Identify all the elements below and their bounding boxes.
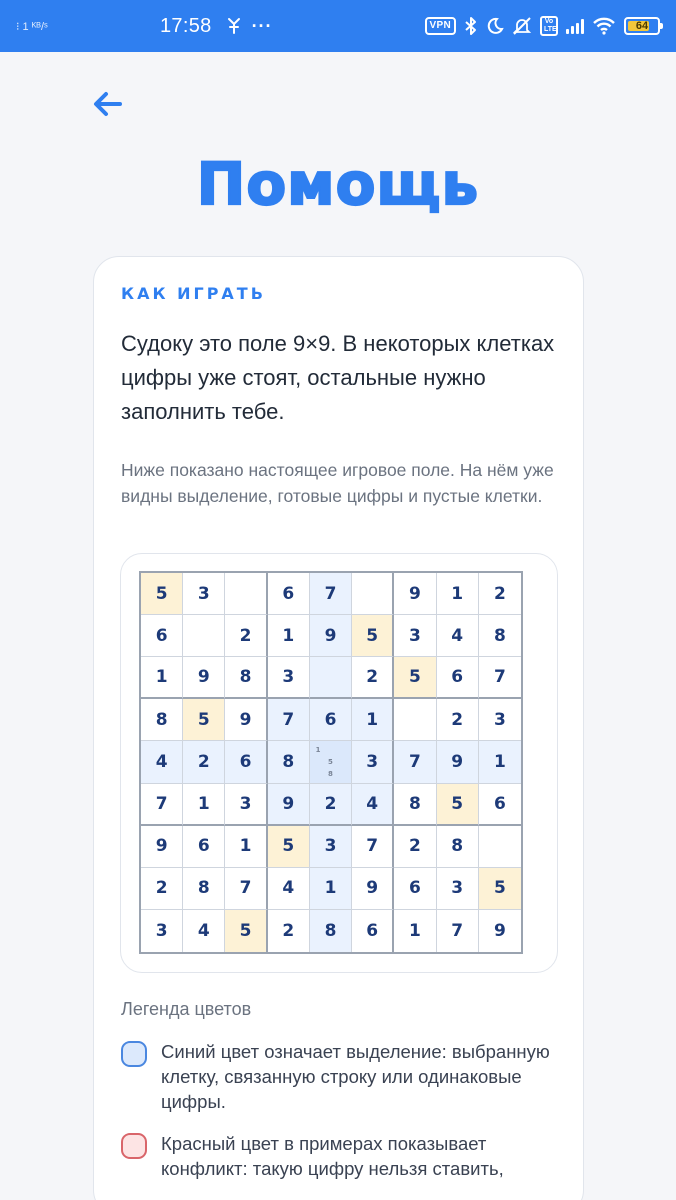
cell-digit: 8 xyxy=(155,709,168,730)
sudoku-cell[interactable] xyxy=(437,615,479,657)
arrow-left-icon xyxy=(93,91,123,117)
sudoku-cell[interactable] xyxy=(479,868,521,910)
cell-digit: 2 xyxy=(239,625,252,646)
cell-digit: 5 xyxy=(155,583,168,604)
sudoku-cell[interactable] xyxy=(141,657,183,699)
status-bar xyxy=(0,0,676,52)
sudoku-cell[interactable] xyxy=(225,657,267,699)
cell-digit: 5 xyxy=(451,793,464,814)
cell-digit: 7 xyxy=(155,793,168,814)
sudoku-cell[interactable] xyxy=(352,784,394,826)
sudoku-cell[interactable] xyxy=(268,657,310,699)
app-notification-icon xyxy=(226,17,242,35)
sudoku-cell[interactable] xyxy=(183,784,225,826)
cell-digit: 3 xyxy=(282,667,295,688)
sudoku-cell[interactable] xyxy=(310,910,352,952)
sudoku-cell[interactable] xyxy=(183,657,225,699)
cell-digit: 7 xyxy=(282,709,295,730)
cell-digit: 6 xyxy=(239,751,252,772)
sudoku-cell[interactable] xyxy=(268,910,310,952)
battery-level: 64 xyxy=(635,20,649,32)
cell-digit: 9 xyxy=(155,836,168,857)
sudoku-cell[interactable] xyxy=(141,784,183,826)
more-notifications-icon: ··· xyxy=(251,15,273,36)
sudoku-cell[interactable] xyxy=(437,573,479,615)
cell-digit: 6 xyxy=(366,920,379,941)
cell-digit: 8 xyxy=(451,836,464,857)
cell-digit: 6 xyxy=(155,625,168,646)
signal-icon xyxy=(566,18,584,34)
cell-digit: 3 xyxy=(493,709,506,730)
sudoku-cell[interactable] xyxy=(225,784,267,826)
sudoku-cell[interactable] xyxy=(268,615,310,657)
sudoku-cell[interactable] xyxy=(352,826,394,868)
sudoku-cell[interactable] xyxy=(352,699,394,741)
cell-digit: 7 xyxy=(451,920,464,941)
sudoku-cell[interactable] xyxy=(394,657,436,699)
cell-digit: 2 xyxy=(451,709,464,730)
sudoku-cell[interactable] xyxy=(310,699,352,741)
cell-digit: 2 xyxy=(197,751,210,772)
cell-digit: 2 xyxy=(409,836,421,857)
cell-digit: 8 xyxy=(324,920,337,941)
sudoku-cell[interactable] xyxy=(479,657,521,699)
do-not-disturb-moon-icon xyxy=(486,17,504,35)
cell-digit: 5 xyxy=(282,836,295,857)
cell-digit: 4 xyxy=(451,625,464,646)
cell-digit: 7 xyxy=(324,583,337,604)
section-label: КАК ИГРАТЬ xyxy=(121,284,266,303)
cell-digit: 8 xyxy=(409,793,421,814)
cell-digit: 8 xyxy=(197,878,210,899)
cell-digit: 9 xyxy=(493,920,506,941)
sudoku-cell[interactable] xyxy=(268,868,310,910)
cell-digit: 6 xyxy=(282,583,295,604)
sudoku-cell[interactable] xyxy=(225,573,267,615)
cell-digit: 6 xyxy=(409,878,421,899)
sudoku-cell[interactable] xyxy=(310,573,352,615)
sudoku-cell[interactable] xyxy=(141,826,183,868)
cell-digit: 5 xyxy=(197,709,210,730)
cell-digit: 1 xyxy=(155,667,168,688)
cell-digit: 9 xyxy=(409,583,421,604)
cell-digit: 1 xyxy=(409,920,421,941)
legend-text-red: Красный цвет в примерах показывает конфликт: такую цифру нельзя ставить, xyxy=(161,1133,504,1179)
cell-digit: 5 xyxy=(493,878,506,899)
sudoku-cell[interactable] xyxy=(394,910,436,952)
cell-digit: 4 xyxy=(155,751,168,772)
sudoku-cell[interactable] xyxy=(310,615,352,657)
sudoku-cell[interactable] xyxy=(141,910,183,952)
sudoku-cell[interactable] xyxy=(183,741,225,783)
sudoku-cell[interactable] xyxy=(225,615,267,657)
sudoku-cell[interactable] xyxy=(479,615,521,657)
sudoku-cell[interactable] xyxy=(141,741,183,783)
sudoku-cell[interactable] xyxy=(352,657,394,699)
cell-digit: 5 xyxy=(409,667,421,688)
sudoku-cell[interactable] xyxy=(183,699,225,741)
cell-digit: 6 xyxy=(493,793,506,814)
cell-digit: 4 xyxy=(282,878,295,899)
board-note-text: Ниже показано настоящее игровое поле. На нём уже видны выделение, готовые цифры и пустые клетки. xyxy=(121,460,554,506)
how-to-play-card xyxy=(93,256,584,1200)
cell-digit: 3 xyxy=(451,878,464,899)
sudoku-cell[interactable] xyxy=(479,699,521,741)
cell-digit: 1 xyxy=(282,625,295,646)
cell-digit: 4 xyxy=(197,920,210,941)
sudoku-cell[interactable] xyxy=(352,741,394,783)
sudoku-cell[interactable] xyxy=(268,741,310,783)
cell-digit: 1 xyxy=(366,709,379,730)
cell-digit: 2 xyxy=(324,793,337,814)
silent-bell-icon xyxy=(512,16,532,36)
cell-digit: 2 xyxy=(155,878,168,899)
sudoku-cell[interactable] xyxy=(183,826,225,868)
sudoku-cell[interactable] xyxy=(394,699,436,741)
cell-digit: 3 xyxy=(324,836,337,857)
cell-digit: 1 xyxy=(324,878,337,899)
sudoku-cell[interactable] xyxy=(352,615,394,657)
cell-digit: 2 xyxy=(366,667,379,688)
sudoku-cell[interactable] xyxy=(183,910,225,952)
intro-text: Судоку это поле 9×9. В некоторых клетках цифры уже стоят, остальные нужно заполнить тебе. xyxy=(121,331,555,424)
back-button[interactable] xyxy=(88,84,128,124)
cell-digit: 9 xyxy=(197,667,210,688)
cell-digit: 9 xyxy=(366,878,379,899)
cell-digit: 7 xyxy=(493,667,506,688)
sudoku-cell[interactable] xyxy=(183,615,225,657)
sudoku-cell[interactable] xyxy=(225,910,267,952)
sudoku-cell[interactable] xyxy=(225,868,267,910)
sudoku-cell[interactable] xyxy=(394,784,436,826)
sudoku-cell[interactable] xyxy=(394,826,436,868)
sudoku-cell[interactable] xyxy=(183,573,225,615)
status-notifications xyxy=(226,16,273,37)
sudoku-cell[interactable] xyxy=(479,826,521,868)
sudoku-cell[interactable] xyxy=(141,573,183,615)
sudoku-cell[interactable] xyxy=(183,868,225,910)
sudoku-cell[interactable] xyxy=(225,699,267,741)
sudoku-cell[interactable] xyxy=(394,573,436,615)
battery-icon xyxy=(624,17,660,35)
sudoku-cell[interactable] xyxy=(268,573,310,615)
legend-title: Легенда цветов xyxy=(121,999,252,1019)
sudoku-cell[interactable] xyxy=(310,741,352,783)
cell-digit: 1 xyxy=(451,583,464,604)
sudoku-cell[interactable] xyxy=(437,868,479,910)
cell-digit: 9 xyxy=(451,751,464,772)
sudoku-cell[interactable] xyxy=(479,784,521,826)
cell-digit: 1 xyxy=(239,836,252,857)
cell-digit: 3 xyxy=(155,920,168,941)
volte-icon: Vo LTE xyxy=(540,16,558,36)
sudoku-cell[interactable] xyxy=(268,699,310,741)
cell-digit: 9 xyxy=(239,709,252,730)
legend-item-blue xyxy=(121,1039,551,1114)
sudoku-cell[interactable] xyxy=(141,868,183,910)
sudoku-cell[interactable] xyxy=(268,826,310,868)
sudoku-cell[interactable] xyxy=(141,699,183,741)
cell-digit: 3 xyxy=(197,583,210,604)
sudoku-cell[interactable] xyxy=(437,910,479,952)
sudoku-cell[interactable] xyxy=(479,741,521,783)
legend-text-blue: Синий цвет означает выделение: выбранную клетку, связанную строку или одинаковые цифры. xyxy=(161,1041,550,1112)
sudoku-cell[interactable] xyxy=(268,784,310,826)
sudoku-grid xyxy=(139,571,523,954)
sudoku-cell[interactable] xyxy=(394,868,436,910)
wifi-icon xyxy=(592,17,616,35)
cell-digit: 2 xyxy=(493,583,506,604)
cell-notes: 1 5 8 xyxy=(315,745,333,779)
sudoku-cell[interactable] xyxy=(479,573,521,615)
vpn-icon: VPN xyxy=(425,17,456,35)
legend-item-red xyxy=(121,1131,551,1181)
blue-swatch-icon xyxy=(121,1041,147,1067)
sudoku-cell[interactable] xyxy=(310,784,352,826)
status-right xyxy=(425,0,660,52)
cell-digit: 5 xyxy=(239,920,252,941)
cell-digit: 3 xyxy=(366,751,379,772)
sudoku-cell[interactable] xyxy=(437,657,479,699)
cell-digit: 2 xyxy=(282,920,295,941)
cell-digit: 5 xyxy=(366,625,379,646)
cell-digit: 3 xyxy=(409,625,421,646)
sudoku-cell[interactable] xyxy=(352,868,394,910)
bluetooth-icon xyxy=(464,16,478,36)
cell-digit: 7 xyxy=(239,878,252,899)
cell-digit: 1 xyxy=(197,793,210,814)
cell-digit: 9 xyxy=(324,625,337,646)
sudoku-cell[interactable] xyxy=(310,657,352,699)
cell-digit: 3 xyxy=(239,793,252,814)
sudoku-cell[interactable] xyxy=(394,615,436,657)
status-time: 17:58 xyxy=(160,14,212,37)
sudoku-cell[interactable] xyxy=(394,741,436,783)
sudoku-cell[interactable] xyxy=(437,784,479,826)
cell-digit: 1 xyxy=(493,751,506,772)
sudoku-cell[interactable] xyxy=(310,868,352,910)
cell-digit: 6 xyxy=(451,667,464,688)
cell-digit: 6 xyxy=(324,709,337,730)
example-board-container xyxy=(120,553,558,973)
sudoku-cell[interactable] xyxy=(225,741,267,783)
cell-digit: 6 xyxy=(197,836,210,857)
cell-digit: 8 xyxy=(239,667,252,688)
cell-digit: 7 xyxy=(366,836,379,857)
sudoku-cell[interactable] xyxy=(437,826,479,868)
sudoku-cell[interactable] xyxy=(352,573,394,615)
status-left xyxy=(0,20,130,33)
status-indicators: ⁝ 1 ᴷᴮ/ˢ xyxy=(16,20,48,33)
sudoku-cell[interactable] xyxy=(352,910,394,952)
sudoku-cell[interactable] xyxy=(437,741,479,783)
sudoku-cell[interactable] xyxy=(225,826,267,868)
sudoku-cell[interactable] xyxy=(310,826,352,868)
cell-digit: 4 xyxy=(366,793,379,814)
cell-digit: 8 xyxy=(282,751,295,772)
red-swatch-icon xyxy=(121,1133,147,1159)
sudoku-cell[interactable] xyxy=(479,910,521,952)
page-title: Помощь xyxy=(196,150,480,218)
sudoku-cell[interactable] xyxy=(437,699,479,741)
sudoku-cell[interactable] xyxy=(141,615,183,657)
cell-digit: 8 xyxy=(493,625,506,646)
cell-digit: 7 xyxy=(409,751,421,772)
cell-digit: 9 xyxy=(282,793,295,814)
